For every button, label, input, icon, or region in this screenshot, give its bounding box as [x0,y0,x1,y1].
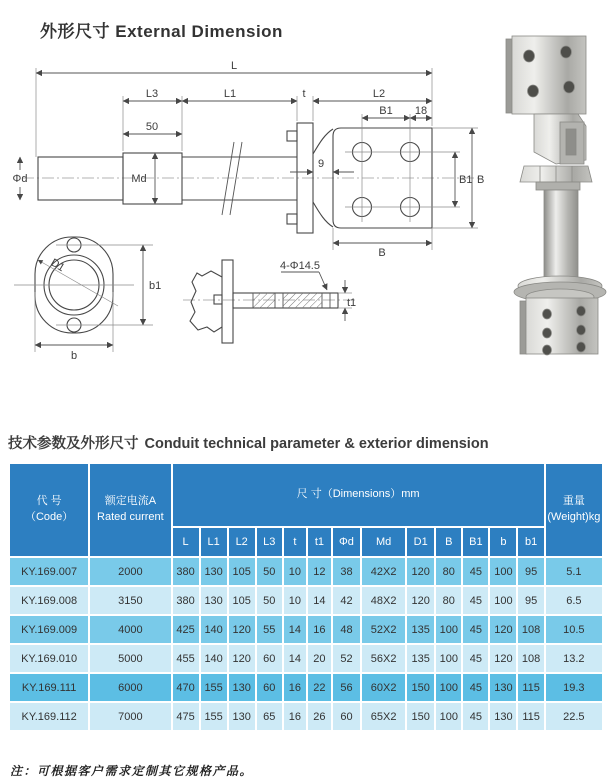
dim-label-L1: L1 [223,88,237,100]
dim-label-holes: 4-Φ14.5 [280,260,320,272]
table-cell: 135 [406,644,435,673]
table-cell: 120 [228,644,256,673]
table-cell: 130 [489,702,517,731]
table-cell: 7000 [89,702,171,731]
table-cell: 56X2 [361,644,406,673]
table-cell: 130 [200,586,228,615]
table-cell: 155 [200,702,228,731]
table-cell: 14 [307,586,332,615]
col-header-dimensions: 尺 寸（Dimensions）mm [172,463,545,527]
section-heading [8,432,489,453]
dim-label-L3: L3 [145,88,159,100]
table-cell: 425 [172,615,200,644]
cell-code: KY.169.010 [9,644,89,673]
table-row [9,673,603,702]
table-cell: 120 [406,586,435,615]
table-cell: 120 [406,557,435,586]
dim-label-L: L [230,60,238,72]
dim-label-B1-top: B1 [379,105,393,117]
footnote: 注：可根据客户需求定制其它规格产品。 [10,764,254,778]
section-view [183,260,358,343]
section-heading-en: Conduit technical parameter & exterior dimension [144,436,489,453]
table-cell: 20 [307,644,332,673]
table-cell: 380 [172,586,200,615]
table-cell: 2000 [89,557,171,586]
dim-label-phi-d: Φd [12,173,28,185]
table-cell: 135 [406,615,435,644]
table-cell: 100 [435,673,462,702]
col-header-dim: t1 [307,527,332,557]
table-cell: 130 [200,557,228,586]
table-cell: 45 [462,644,489,673]
table-cell: 100 [489,557,517,586]
col-header-weight-en: (Weight)kg [547,511,601,523]
table-cell: 13.2 [545,644,603,673]
table-cell: 45 [462,673,489,702]
col-header-dim: L [172,527,200,557]
photo-bottom-plate [526,298,598,354]
col-header-dim: b [489,527,517,557]
table-cell: 45 [462,557,489,586]
table-cell: 105 [228,557,256,586]
col-header-dim: t [283,527,307,557]
col-header-code-zh: 代 号 [36,495,62,508]
table-cell: 150 [406,702,435,731]
table-cell: 140 [200,644,228,673]
table-cell: 130 [228,673,256,702]
table-cell: 26 [307,702,332,731]
photo-top-plate [512,36,586,114]
table-cell: 6000 [89,673,171,702]
page-title-zh: 外形尺寸 [40,22,110,42]
table-cell: 52X2 [361,615,406,644]
page-title-en: External Dimension [115,22,283,42]
dim-label-t: t [302,88,306,100]
dim-label-L2: L2 [372,88,386,100]
dim-label-b1: b1 [149,280,162,292]
table-cell: 50 [256,586,283,615]
cell-code: KY.169.007 [9,557,89,586]
col-header-current [89,463,171,557]
dim-label-b: b [70,350,78,362]
table-cell: 6.5 [545,586,603,615]
col-header-dim: Md [361,527,406,557]
table-cell: 130 [228,702,256,731]
col-header-dim: B1 [462,527,489,557]
table-cell: 115 [517,702,544,731]
table-cell: 60 [332,702,361,731]
table-cell: 3150 [89,586,171,615]
table-cell: 45 [462,615,489,644]
table-cell: 42 [332,586,361,615]
product-photo [506,36,606,355]
table-cell: 100 [435,615,462,644]
cell-code: KY.169.009 [9,615,89,644]
table-cell: 100 [435,644,462,673]
table-cell: 455 [172,644,200,673]
table-cell: 65X2 [361,702,406,731]
table-cell: 80 [435,557,462,586]
table-cell: 120 [228,615,256,644]
table-cell: 95 [517,586,544,615]
table-cell: 10 [283,557,307,586]
table-cell: 22.5 [545,702,603,731]
table-cell: 42X2 [361,557,406,586]
section-heading-zh: 技术参数及外形尺寸 [8,436,139,453]
table-cell: 4000 [89,615,171,644]
col-header-dim: b1 [517,527,544,557]
table-cell: 155 [200,673,228,702]
dim-label-Md: Md [131,173,147,185]
col-header-dim: Φd [332,527,361,557]
col-header-dim: B [435,527,462,557]
dim-label-D1: D1 [48,256,67,275]
table-cell: 470 [172,673,200,702]
table-row [9,644,603,673]
col-header-current-en: Rated current [97,511,164,523]
table-cell: 60 [256,673,283,702]
table-cell: 45 [462,702,489,731]
col-header-dim: D1 [406,527,435,557]
table-cell: 108 [517,644,544,673]
table-cell: 14 [283,644,307,673]
flange-view [14,237,161,362]
table-cell: 48 [332,615,361,644]
table-cell: 95 [517,557,544,586]
col-header-current-zh: 额定电流A [104,495,157,508]
table-cell: 80 [435,586,462,615]
dim-label-18: 18 [414,105,428,117]
photo-cylinder [544,190,578,282]
table-row [9,702,603,731]
dim-label-B-bottom: B [378,247,386,259]
table-cell: 14 [283,615,307,644]
table-row [9,586,603,615]
table-cell: 130 [489,673,517,702]
cell-code: KY.169.112 [9,702,89,731]
table-cell: 55 [256,615,283,644]
table-cell: 5.1 [545,557,603,586]
table-cell: 16 [283,673,307,702]
table-cell: 65 [256,702,283,731]
table-cell: 38 [332,557,361,586]
table-cell: 60X2 [361,673,406,702]
table-cell: 115 [517,673,544,702]
dim-label-t1: t1 [347,297,357,309]
table-cell: 50 [256,557,283,586]
dim-label-9: 9 [317,158,325,170]
spec-table [8,462,604,732]
table-cell: 105 [228,586,256,615]
dim-label-B-right: B [477,174,485,186]
table-cell: 56 [332,673,361,702]
table-cell: 52 [332,644,361,673]
table-cell: 45 [462,586,489,615]
dim-label-50: 50 [145,121,159,133]
table-cell: 12 [307,557,332,586]
table-cell: 60 [256,644,283,673]
table-cell: 140 [200,615,228,644]
table-cell: 22 [307,673,332,702]
top-view-dimensions [13,60,485,259]
dim-label-B1-right: B1 [459,174,473,186]
table-cell: 10.5 [545,615,603,644]
table-cell: 380 [172,557,200,586]
col-header-code [9,463,89,557]
table-cell: 5000 [89,644,171,673]
table-cell: 100 [435,702,462,731]
table-cell: 16 [307,615,332,644]
col-header-dim: L3 [256,527,283,557]
col-header-code-en: （Code） [24,511,74,523]
table-cell: 48X2 [361,586,406,615]
table-cell: 108 [517,615,544,644]
top-view-outline [22,114,478,233]
table-cell: 150 [406,673,435,702]
col-header-weight-zh: 重量 [562,495,585,508]
col-header-weight [545,463,603,557]
table-cell: 475 [172,702,200,731]
cell-code: KY.169.008 [9,586,89,615]
table-cell: 120 [489,644,517,673]
table-row [9,615,603,644]
table-cell: 120 [489,615,517,644]
table-cell: 19.3 [545,673,603,702]
table-cell: 100 [489,586,517,615]
cell-code: KY.169.111 [9,673,89,702]
col-header-dim: L1 [200,527,228,557]
technical-drawing [0,30,612,420]
table-row [9,557,603,586]
col-header-dim: L2 [228,527,256,557]
table-cell: 16 [283,702,307,731]
table-cell: 10 [283,586,307,615]
